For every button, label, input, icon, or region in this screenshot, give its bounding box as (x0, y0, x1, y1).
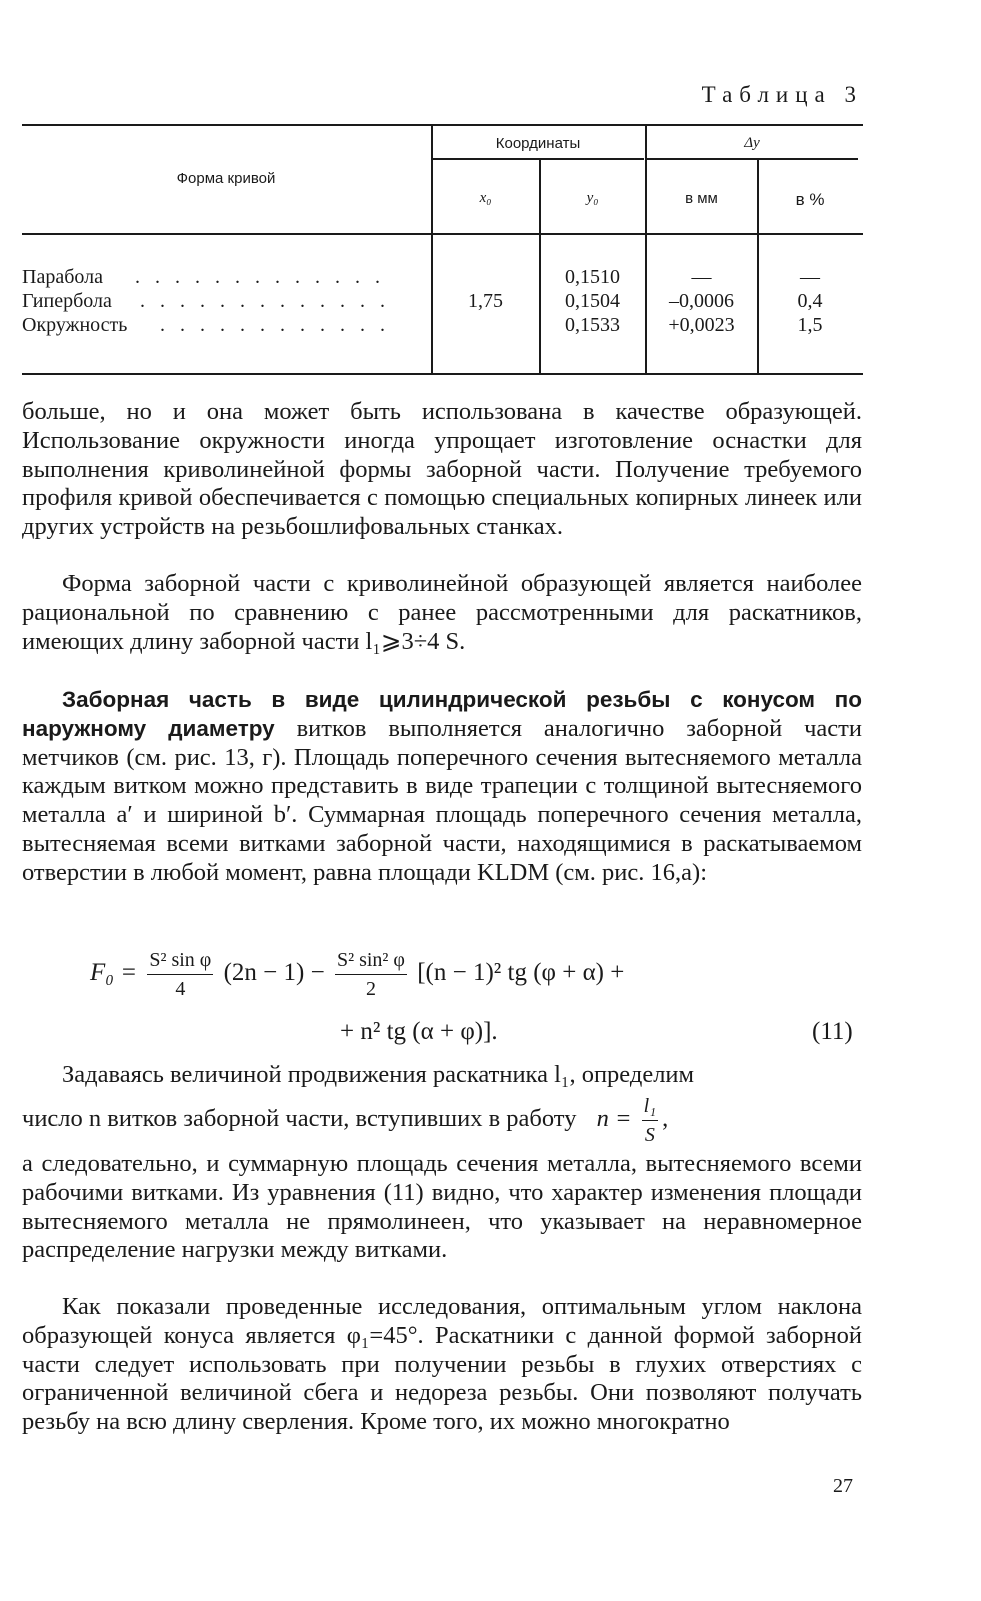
table-top-rule (22, 124, 863, 126)
header-mm: в мм (685, 190, 718, 207)
header-shape: Форма кривой (176, 170, 276, 187)
header-percent: в % (795, 190, 825, 209)
page-number: 27 (833, 1475, 853, 1497)
paragraph-4-text: число n витков заборной части, вступивших в работу (22, 1105, 577, 1133)
row-percent: 1,5 (797, 314, 823, 336)
paragraph-1: больше, но и она может быть использована в качестве образующей. Использование окружности иногда упрощает изготовление оснастки для выполнения криволинейной формы заборной части. Получение требуемого профиля кривой обеспечивается с помощью специальных копирных линеек или других устройств на резьбошлифовальных станках. (22, 398, 862, 541)
fraction-3-numerator: l₁ (642, 1092, 659, 1121)
fraction-2-denominator: 2 (365, 978, 376, 1000)
row-shape-circle: Окружность (22, 314, 128, 336)
formula-fraction-3 (642, 1092, 659, 1149)
row-y0: 0,1533 (565, 314, 620, 336)
formula-11-line-2: + n² tg (α + φ)]. (340, 1018, 498, 1045)
header-y0: y₀ (586, 190, 599, 206)
header-coordinates: Координаты (495, 135, 581, 152)
row-mm: — (691, 266, 712, 288)
row-y0: 0,1504 (565, 290, 620, 312)
header-delta-y: Δy (744, 135, 760, 151)
row-mm: –0,0006 (669, 290, 734, 312)
table-caption: Таблица 3 (701, 82, 863, 107)
row-shape-hyperbola: Гипербола (22, 290, 112, 312)
formula-lhs: F₀ = (90, 959, 138, 987)
paragraph-4-line-2 (22, 1092, 668, 1149)
row-shape-parabola: Парабола (22, 266, 103, 288)
paragraph-2: Форма заборной части с криволинейной образующей является наиболее рациональной по сравнению с ранее рассмотренными для раскатников, имеющих длину заборной части l₁⩾3÷4 S. (22, 570, 862, 655)
coordinates-subrule (432, 158, 644, 160)
table-header-rule (22, 233, 863, 235)
formula-number: (11) (812, 1018, 853, 1045)
row-mm: +0,0023 (668, 314, 735, 336)
fraction-2-numerator: S² sin² φ (335, 946, 407, 975)
fraction-3-denominator: S (644, 1124, 655, 1146)
formula-middle: (2n − 1) − (223, 959, 325, 987)
col-divider-1 (431, 126, 433, 373)
paragraph-4-comma: , (662, 1105, 669, 1133)
fraction-1-denominator: 4 (175, 978, 186, 1000)
delta-subrule (646, 158, 858, 160)
table-bottom-rule (22, 373, 863, 375)
paragraph-4-line-1: Задаваясь величиной продвижения раскатника l₁, определим (62, 1061, 695, 1088)
formula-rhs: [(n − 1)² tg (φ + α) + (417, 959, 625, 987)
header-x0: x₀ (479, 190, 492, 206)
row-leader-dots: . . . . . . . . . . . . . (140, 290, 390, 312)
row-percent: 0,4 (797, 290, 823, 312)
paragraph-5: Как показали проведенные исследования, оптимальным углом наклона образующей конуса является φ₁=45°. Раскатники с данной формой заборной части следует использовать при получении резьбы в глухих отверстиях с ограниченной величиной сбега и недореза резьбы. Они позволяют получать резьбу на всю длину сверления. Кроме того, их можно многократно (22, 1293, 862, 1436)
fraction-1-numerator: S² sin φ (147, 946, 213, 975)
paragraph-3-body: витков выполняется аналогично заборной части метчиков (см. рис. 13, г). Площадь поперечного сечения вытесняемого металла каждым витком можно представить в виде трапеции с толщиной вытесняемого металла a′ и шириной b′. Суммарная площадь поперечного сечения металла, вытесняемая всеми витками заборной части, находящимися в раскатываемом отверстии в любой момент, равна площади KLDM (см. рис. 16,a): (22, 714, 862, 886)
row-leader-dots: . . . . . . . . . . . . . (135, 266, 385, 288)
formula-fraction-2 (335, 946, 407, 1003)
paragraph-3 (22, 686, 862, 888)
row-percent: — (800, 266, 820, 288)
formula-n-equals: n = (596, 1105, 632, 1133)
row-x0: 1,75 (468, 290, 503, 312)
paragraph-3-bold-lead: Заборная часть в виде цилиндрической резьбы с конусом по наружному диаметру (22, 687, 862, 741)
row-y0: 0,1510 (565, 266, 620, 288)
paragraph-4-continued: а следовательно, и суммарную площадь сечения металла, вытесняемого всеми рабочими витками. Из уравнения (11) видно, что характер изменения площади вытесняемого металла не прямолинеен, что указывает на неравномерное распределение нагрузки между витками. (22, 1150, 862, 1264)
formula-fraction-1 (147, 946, 213, 1003)
row-leader-dots: . . . . . . . . . . . . (160, 314, 390, 336)
formula-11-line-1 (90, 946, 624, 1003)
